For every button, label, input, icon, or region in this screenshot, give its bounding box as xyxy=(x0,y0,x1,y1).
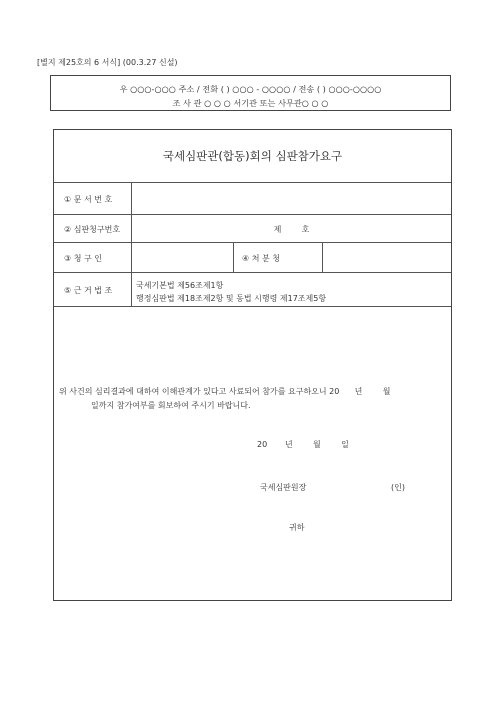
seal-mark: (인) xyxy=(391,483,405,492)
agency-label: ④ 처 분 청 xyxy=(233,243,323,273)
sender-info-box xyxy=(50,75,451,111)
signer-title: 국세심판원장 xyxy=(260,483,307,492)
request-date: 20 년 월 일 xyxy=(257,440,349,449)
claimant-row xyxy=(54,242,451,273)
doc-number-value[interactable] xyxy=(132,183,451,215)
request-body xyxy=(54,306,451,603)
sender-officer-line: 조 사 관 ○ ○ ○ 서기관 또는 사무관○ ○ ○ xyxy=(172,98,329,108)
legal-basis-label: ⑤ 근 거 법 조 xyxy=(54,273,132,307)
agency-value[interactable] xyxy=(323,243,451,273)
claimant-label: ③ 청 구 인 xyxy=(54,243,132,273)
doc-number-label: ① 문 서 번 호 xyxy=(54,183,132,215)
request-text-line-2: 일까지 참가여부를 회보하여 주시기 바랍니다. xyxy=(91,401,251,410)
legal-basis-value xyxy=(136,279,451,307)
claim-number-label: ② 심판청구번호 xyxy=(54,215,132,243)
doc-number-row xyxy=(54,182,451,215)
legal-basis-line-1: 국세기본법 제56조제1항 xyxy=(136,281,224,290)
claim-number-value[interactable]: 제 호 xyxy=(273,224,310,234)
sender-address-line: 우 ○○○-○○○ 주소 / 전화 ( ) ○○○ - ○○○○ / 전송 ( ) ○○○-○○○○ xyxy=(119,84,382,94)
request-text xyxy=(59,385,444,413)
legal-basis-row xyxy=(54,272,451,307)
claim-number-row xyxy=(54,214,451,243)
request-text-line-1: 위 사건의 심리결과에 대하여 이해관계가 있다고 사료되어 참가를 요구하오니 20 년 월 xyxy=(59,387,391,396)
recipient-suffix: 귀하 xyxy=(289,523,305,532)
form-title: 국세심판관(합동)회의 심판참가요구 xyxy=(162,149,343,163)
participation-request-form xyxy=(53,129,452,601)
legal-basis-line-2: 행정심판법 제18조제2항 및 동법 시행령 제17조제5항 xyxy=(136,294,327,303)
claimant-value[interactable] xyxy=(132,243,233,273)
form-caption: [별지 제25호의 6 서식] (00.3.27 신설) xyxy=(37,58,178,67)
